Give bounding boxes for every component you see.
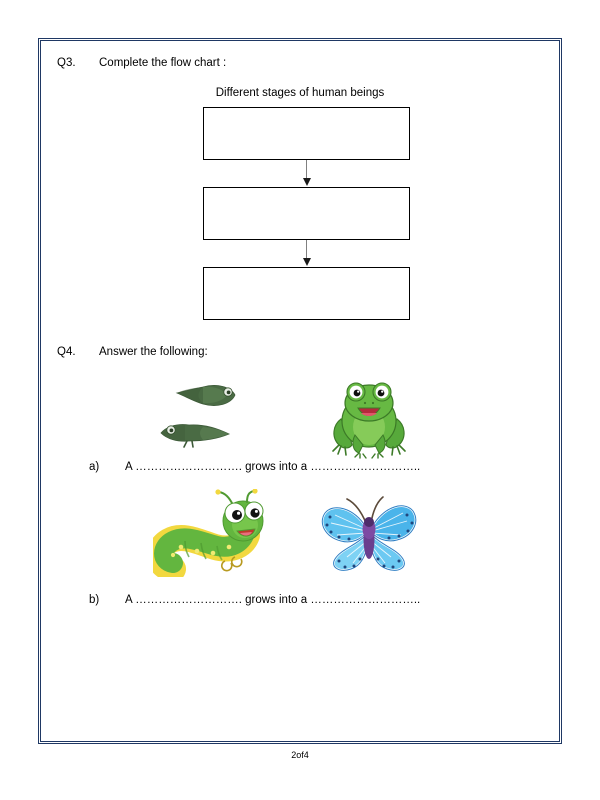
flow-chart-arrow-2 bbox=[203, 240, 410, 267]
worksheet-content bbox=[41, 41, 559, 741]
item-b-text[interactable]: A ………………………. grows into a ……………………….. bbox=[125, 594, 421, 606]
worksheet-page-border bbox=[38, 38, 562, 744]
arrow-stem bbox=[306, 240, 307, 259]
flow-chart bbox=[203, 107, 410, 320]
page-footer: 2of4 bbox=[291, 750, 309, 760]
question-q4-item-b bbox=[89, 594, 420, 606]
arrow-stem bbox=[306, 160, 307, 179]
frog-image bbox=[309, 371, 429, 459]
butterfly-image bbox=[309, 489, 429, 577]
tadpoles-image bbox=[153, 371, 273, 459]
question-q4-item-a-images bbox=[41, 371, 559, 459]
caterpillar-image bbox=[153, 489, 273, 577]
question-q4-label: Q4. bbox=[57, 346, 76, 358]
question-q4-text: Answer the following: bbox=[99, 346, 208, 358]
flow-chart-arrow-1 bbox=[203, 160, 410, 187]
flow-chart-title: Different stages of human beings bbox=[215, 87, 385, 99]
question-q3-label: Q3. bbox=[57, 57, 76, 69]
arrow-head-icon bbox=[303, 178, 311, 186]
question-q4-item-a bbox=[89, 461, 420, 473]
flow-chart-box-1[interactable] bbox=[203, 107, 410, 160]
question-q4 bbox=[57, 346, 208, 358]
question-q4-item-b-images bbox=[41, 489, 559, 577]
flow-chart-box-2[interactable] bbox=[203, 187, 410, 240]
item-b-label: b) bbox=[89, 594, 100, 606]
question-q3-text: Complete the flow chart : bbox=[99, 57, 227, 69]
item-a-label: a) bbox=[89, 461, 100, 473]
question-q3 bbox=[57, 57, 226, 69]
arrow-head-icon bbox=[303, 258, 311, 266]
flow-chart-box-3[interactable] bbox=[203, 267, 410, 320]
item-a-text[interactable]: A ………………………. grows into a ……………………….. bbox=[125, 461, 421, 473]
